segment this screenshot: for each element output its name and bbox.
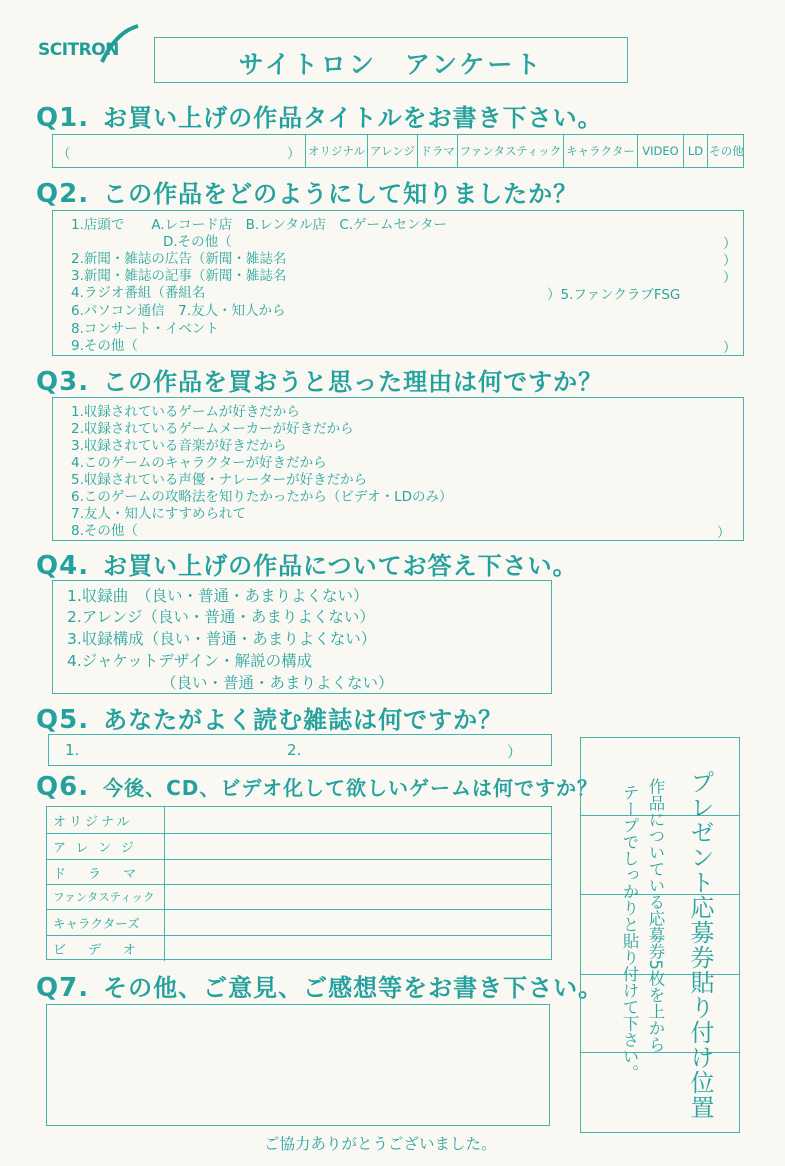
thank-you-footer: ご協力ありがとうございました。 [264,1135,497,1153]
q1-title-table [52,134,744,168]
q5-close-paren: ） [507,743,523,761]
q6-row-label-fantastic: ファンタスティック [47,885,165,909]
q1-option-character[interactable]: キャラクター [563,135,637,167]
coupon-title: プレゼント応募券貼り付け位置 [686,770,714,1120]
q2-option-3-close: ） [723,270,737,286]
q6-row-label-drama: ドラマ [47,860,165,884]
q6-row-label-original: オリジナル [47,807,165,833]
q2-option-1d[interactable]: D.その他（ [163,234,232,250]
scitron-logo: SCITRON [38,40,119,60]
q3-option-2[interactable]: 2.収録されているゲームメーカーが好きだから [71,421,354,437]
q4-item-1[interactable]: 1.収録曲 （良い・普通・あまりよくない） [67,587,369,605]
q2-option-9-close: ） [723,340,737,356]
q3-option-5[interactable]: 5.収録されている声優・ナレーターが好きだから [71,472,368,488]
q6-row-label-arrange: アレンジ [47,834,165,859]
q1-option-ld[interactable]: LD [683,135,707,167]
q2-option-1d-close: ） [723,236,737,252]
q1-heading: Q1. お買い上げの作品タイトルをお書き下さい。 [36,103,603,133]
q6-row-video[interactable] [47,935,551,961]
q4-options-box [52,580,552,694]
q2-option-9[interactable]: 9.その他（ [71,338,138,354]
q7-heading: Q7. その他、ご意見、ご感想等をお書き下さい。 [36,973,604,1003]
q3-option-4[interactable]: 4.このゲームのキャラクターが好きだから [71,455,327,471]
header-title-box [154,37,628,83]
coupon-note-2: テープでしっかりと貼り付けて下さい。 [620,784,639,1081]
q5-item-1: 1. [65,741,80,759]
q3-option-1[interactable]: 1.収録されているゲームが好きだから [71,404,300,420]
q3-heading: Q3. この作品を買おうと思った理由は何ですか？ [36,367,604,397]
coupon-note-1: 作品についている応募券5枚を上から [646,778,665,1053]
q6-row-characters[interactable] [47,909,551,935]
q3-option-6[interactable]: 6.このゲームの攻略法を知りたかったから（ビデオ・LDのみ） [71,489,453,505]
q1-close-paren: ） [287,146,301,162]
q3-option-3[interactable]: 3.収録されている音楽が好きだから [71,438,287,454]
q2-option-3[interactable]: 3.新聞・雑誌の記事（新聞・雑誌名 [71,268,287,284]
q5-magazine-field-1[interactable] [85,737,275,763]
q6-row-drama[interactable] [47,859,551,884]
q6-row-label-video: ビデオ [47,936,165,961]
q4-item-3[interactable]: 3.収録構成（良い・普通・あまりよくない） [67,630,377,648]
q2-option-5-fanclub[interactable]: ）5.ファンクラブFSG [547,287,681,303]
q1-option-drama[interactable]: ドラマ [417,135,457,167]
q2-option-6-7[interactable]: 6.パソコン通信 7.友人・知人から [71,303,286,319]
q2-option-8[interactable]: 8.コンサート・イベント [71,321,219,337]
q6-row-arrange[interactable] [47,833,551,859]
q2-heading: Q2. この作品をどのようにして知りましたか？ [36,179,579,209]
q1-open-paren: （ [57,146,71,162]
q1-option-other[interactable]: その他 [707,135,745,167]
q2-option-2-close: ） [723,253,737,269]
q5-magazine-field-2[interactable] [307,737,507,763]
q4-item-4-rating[interactable]: （良い・普通・あまりよくない） [161,674,394,692]
q6-row-label-characters: キャラクターズ [47,910,165,935]
q5-magazine-box [48,734,552,766]
coupon-attachment-area[interactable] [580,737,740,1133]
q1-option-video[interactable]: VIDEO [637,135,683,167]
q3-options-box [52,397,744,541]
q6-heading: Q6. 今後、CD、ビデオ化して欲しいゲームは何ですか？ [36,772,598,802]
q4-item-4: 4.ジャケットデザイン・解説の構成 [67,652,313,670]
q4-item-2[interactable]: 2.アレンジ（良い・普通・あまりよくない） [67,608,375,626]
q1-option-original[interactable]: オリジナル [305,135,367,167]
q2-options-box [52,210,744,356]
q2-option-4[interactable]: 4.ラジオ番組（番組名 [71,285,206,301]
q5-item-2: 2. [287,741,302,759]
q6-row-original[interactable] [47,807,551,833]
q2-option-1[interactable]: 1.店頭で A.レコード店 B.レンタル店 C.ゲームセンター [71,217,448,233]
q7-comment-box[interactable] [46,1004,550,1126]
q6-request-table [46,806,552,960]
q4-heading: Q4. お買い上げの作品についてお答え下さい。 [36,551,578,581]
q5-heading: Q5. あなたがよく読む雑誌は何ですか？ [36,705,504,735]
q6-row-fantastic[interactable] [47,884,551,909]
q1-option-fantastic[interactable]: ファンタスティック [457,135,563,167]
page-title: サイトロン アンケート [238,50,544,79]
q3-option-7[interactable]: 7.友人・知人にすすめられて [71,506,247,522]
q1-option-arrange[interactable]: アレンジ [367,135,417,167]
q3-option-8[interactable]: 8.その他（ [71,523,138,539]
q2-option-2[interactable]: 2.新聞・雑誌の広告（新聞・雑誌名 [71,251,287,267]
q3-option-8-close: ） [717,525,731,541]
